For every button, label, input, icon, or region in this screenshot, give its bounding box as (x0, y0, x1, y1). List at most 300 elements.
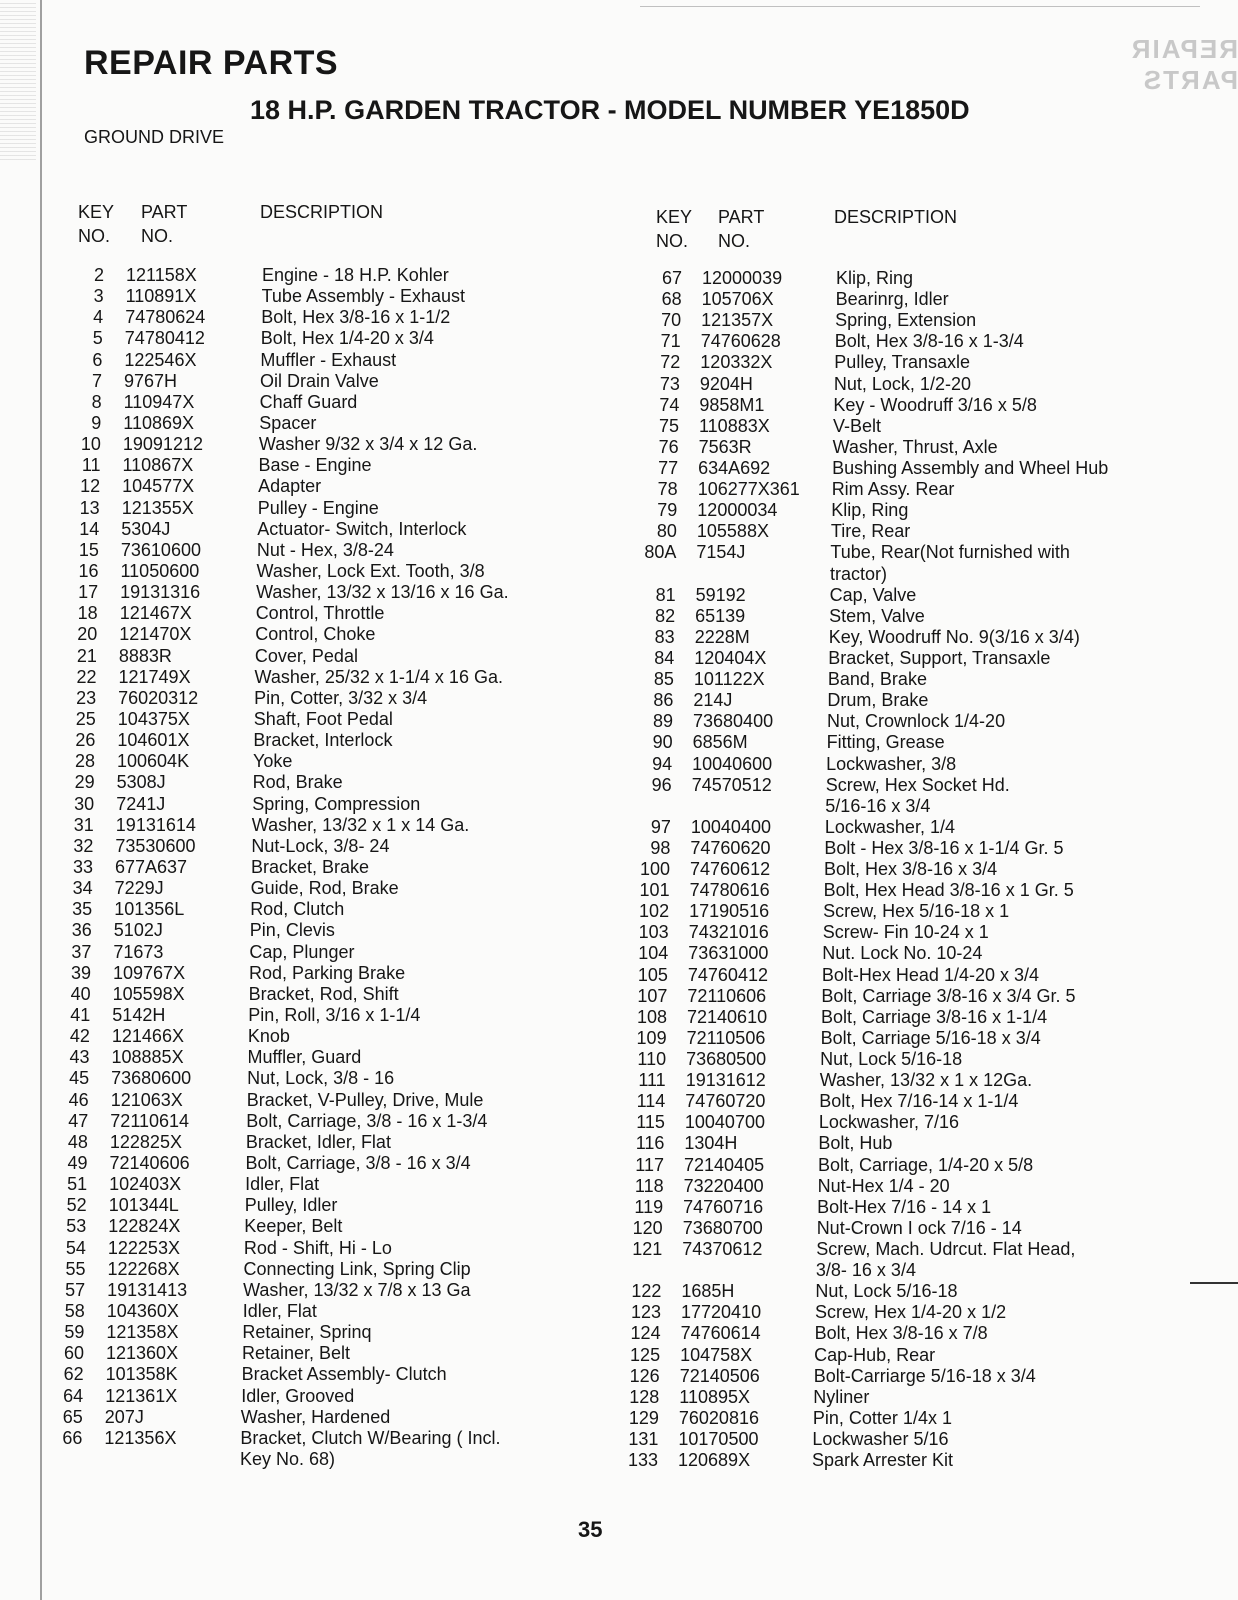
key-number: 124 (630, 1323, 661, 1344)
part-number: 74760412 (687, 964, 768, 985)
part-number: 122825X (109, 1131, 182, 1152)
part-number: 7229J (114, 878, 164, 899)
part-number: 72110506 (686, 1027, 766, 1048)
key-number: 68 (661, 289, 682, 310)
part-number: 74370612 (682, 1238, 763, 1259)
part-number: 72140405 (684, 1154, 765, 1175)
part-description: Klip, Ring (831, 500, 909, 521)
part-description: Cap, Plunger (249, 941, 355, 962)
key-number: 64 (63, 1385, 84, 1406)
key-number: 78 (657, 479, 678, 500)
part-number: 73610600 (120, 539, 201, 560)
part-description: Bracket, V-Pulley, Drive, Mule (246, 1089, 484, 1110)
key-number: 71 (660, 331, 681, 352)
part-description: Bolt, Carriage, 3/8 - 16 x 3/4 (245, 1153, 471, 1173)
part-number: 74780616 (689, 880, 770, 901)
part-header-line1: PART (718, 207, 765, 227)
key-number: 119 (634, 1196, 664, 1217)
part-description: Bolt, Hex Head 3/8-16 x 1 Gr. 5 (823, 880, 1074, 901)
key-number: 76 (658, 436, 679, 457)
key-number: 28 (74, 751, 95, 772)
part-number: 104577X (122, 476, 195, 497)
part-number: 101122X (693, 669, 765, 689)
part-description: Retainer, Sprinq (242, 1322, 372, 1343)
key-number: 125 (630, 1344, 661, 1365)
margin-mark (1190, 1282, 1238, 1284)
part-description: Pulley - Engine (257, 497, 379, 518)
part-number: 121357X (701, 310, 774, 331)
key-number: 115 (636, 1112, 665, 1133)
part-description: Bolt, Carriage, 3/8 - 16 x 1-3/4 (246, 1110, 488, 1131)
part-number: 105706X (701, 289, 774, 310)
part-description: Nut. Lock No. 10-24 (822, 943, 983, 964)
bleed-through-title: REPAIR PARTS (1129, 34, 1238, 95)
part-number: 101356L (114, 899, 185, 920)
part-number: 9204H (699, 373, 753, 394)
key-number: 18 (77, 603, 98, 624)
part-number: 110895X (679, 1386, 751, 1407)
key-number: 102 (639, 901, 670, 922)
key-number: 80 (656, 521, 677, 542)
part-number: 105588X (696, 521, 769, 542)
part-description: Spring, Extension (835, 310, 977, 331)
part-description: 5/16-16 x 3/4 (825, 795, 931, 816)
key-number: 65 (62, 1406, 83, 1427)
part-description: Key No. 68) (240, 1449, 336, 1469)
key-number: 73 (659, 373, 680, 394)
key-number: 23 (76, 687, 97, 708)
key-number: 108 (636, 1006, 667, 1027)
part-description: Rod, Brake (252, 772, 343, 793)
part-description: Bracket, Rod, Shift (248, 983, 399, 1004)
part-description: Bolt, Carriage, 1/4-20 x 5/8 (818, 1154, 1034, 1175)
top-rule (640, 6, 1200, 7)
key-number: 60 (63, 1343, 84, 1364)
key-number: 53 (66, 1216, 87, 1237)
part-description: Washer, Hardened (240, 1406, 391, 1427)
part-number: 73220400 (683, 1175, 764, 1196)
part-description: Washer, 13/32 x 13/16 x 16 Ga. (256, 582, 509, 603)
key-number: 107 (637, 985, 668, 1006)
part-description: Band, Brake (827, 669, 927, 689)
part-description: Tube, Rear(Not furnished with (830, 542, 1070, 563)
key-number: 84 (654, 647, 675, 668)
part-description: V-Belt (833, 415, 882, 436)
key-number: 34 (72, 878, 93, 899)
part-description: Washer, 13/32 x 1 x 14 Ga. (251, 814, 470, 835)
part-description: Lockwasher, 7/16 (818, 1112, 959, 1133)
key-number: 86 (653, 690, 674, 711)
key-number: 103 (638, 922, 669, 943)
part-description: Adapter (258, 476, 322, 497)
key-number: 118 (634, 1175, 664, 1196)
part-number: 73530600 (115, 835, 196, 856)
part-description: 3/8- 16 x 3/4 (815, 1260, 916, 1280)
key-number: 16 (78, 561, 99, 581)
part-description: Yoke (253, 751, 293, 772)
key-number: 109 (636, 1027, 667, 1048)
key-number: 97 (650, 816, 671, 837)
part-description: Guide, Rod, Brake (250, 878, 399, 899)
part-description: tractor) (830, 563, 888, 584)
key-header-line2: NO. (656, 231, 689, 251)
part-number: 10040700 (684, 1112, 765, 1133)
part-number: 9858M1 (699, 394, 765, 415)
part-number: 7154J (696, 542, 746, 563)
part-description: Nut, Crownlock 1/4-20 (827, 711, 1006, 732)
part-description: Nut, Lock, 3/8 - 16 (247, 1068, 395, 1089)
key-number: 30 (74, 793, 95, 814)
part-description: Oil Drain Valve (260, 370, 379, 391)
part-header (141, 200, 187, 248)
part-number: 65139 (695, 605, 746, 626)
part-number: 104360X (106, 1301, 179, 1321)
part-description: Shaft, Foot Pedal (253, 709, 393, 729)
key-number: 5 (92, 328, 103, 349)
part-description: Drum, Brake (827, 690, 929, 711)
part-description: Fitting, Grease (826, 732, 945, 753)
key-number: 77 (658, 458, 679, 478)
part-number: 104601X (117, 730, 190, 751)
key-number: 81 (655, 584, 676, 605)
key-number: 58 (64, 1301, 85, 1321)
key-header (78, 200, 114, 248)
part-description: Nut, Lock 5/16-18 (820, 1049, 963, 1069)
key-header-line2: NO. (78, 226, 111, 246)
key-number: 9 (91, 413, 102, 433)
part-description: Bracket, Support, Transaxle (828, 647, 1051, 668)
part-number: 74760614 (680, 1323, 761, 1344)
key-number: 6 (92, 349, 103, 370)
part-number: 105598X (112, 983, 185, 1004)
part-number: 19131612 (685, 1070, 766, 1091)
part-description: Bearinrg, Idler (835, 289, 949, 310)
key-number: 49 (67, 1153, 88, 1173)
key-number: 52 (66, 1195, 87, 1216)
key-number: 62 (63, 1364, 84, 1385)
part-number: 74760720 (685, 1091, 766, 1112)
part-number: 121360X (106, 1343, 179, 1364)
key-number: 20 (77, 624, 98, 645)
part-number: 110883X (699, 415, 770, 436)
part-description: Bolt, Hex 3/8-16 x 1-1/2 (261, 307, 451, 328)
part-number: 1685H (681, 1281, 735, 1302)
part-number: 120332X (700, 352, 773, 373)
key-number: 72 (660, 352, 681, 373)
part-description: Bolt, Hex 7/16-14 x 1-1/4 (819, 1091, 1019, 1112)
part-description: Nut - Hex, 3/8-24 (256, 539, 394, 560)
part-number: 2228M (694, 626, 750, 647)
part-number: 11050600 (120, 561, 200, 581)
key-number: 42 (69, 1026, 90, 1047)
part-number: 74321016 (688, 922, 769, 943)
part-number: 76020816 (678, 1407, 759, 1428)
key-number: 114 (636, 1091, 666, 1112)
part-description: Lockwasher, 1/4 (824, 816, 955, 837)
part-number: 72140506 (679, 1365, 760, 1386)
key-number: 133 (627, 1450, 658, 1470)
key-number: 39 (70, 962, 91, 983)
key-number: 55 (65, 1258, 86, 1279)
part-number: 5304J (121, 518, 171, 539)
part-description: Key, Woodruff No. 9(3/16 x 3/4) (828, 626, 1080, 647)
part-description: Klip, Ring (836, 268, 914, 288)
page-title: REPAIR PARTS (84, 44, 339, 82)
part-number: 74760612 (690, 859, 771, 879)
key-number: 111 (638, 1070, 666, 1091)
key-number: 75 (658, 415, 679, 436)
part-description: Bracket, Idler, Flat (245, 1131, 391, 1152)
part-number: 73680600 (111, 1068, 192, 1089)
part-description: Pulley, Idler (244, 1195, 338, 1216)
section-label: GROUND DRIVE (84, 127, 225, 147)
part-number: 10040400 (690, 816, 771, 837)
key-header-line1: KEY (78, 202, 115, 222)
part-description: Bolt-Hex 7/16 - 14 x 1 (817, 1196, 992, 1217)
part-number: 7563R (698, 436, 752, 457)
key-number: 57 (65, 1279, 86, 1300)
key-number: 47 (68, 1110, 89, 1131)
part-number: 104758X (680, 1344, 753, 1365)
part-description: Nut, Lock, 1/2-20 (833, 373, 971, 394)
key-number: 33 (72, 857, 93, 877)
part-number: 5102J (113, 920, 163, 941)
key-number: 8 (91, 391, 102, 412)
part-number: 73680400 (693, 711, 774, 732)
key-number: 13 (79, 497, 100, 518)
part-description: Stem, Valve (829, 605, 925, 626)
part-description: Key - Woodruff 3/16 x 5/8 (833, 394, 1037, 415)
part-number: 110867X (122, 455, 194, 476)
part-description: Actuator- Switch, Interlock (257, 518, 467, 539)
part-description: Bolt-Hex Head 1/4-20 x 3/4 (821, 964, 1040, 985)
part-number: 121158X (126, 265, 197, 285)
part-number: 101344L (108, 1195, 179, 1216)
part-number: 6856M (692, 732, 748, 753)
key-number: 12 (80, 476, 101, 497)
key-number: 121 (632, 1238, 663, 1259)
key-number: 48 (67, 1131, 88, 1152)
page-number: 35 (578, 1517, 603, 1542)
part-description: Idler, Flat (242, 1301, 317, 1321)
part-number: 10170500 (678, 1428, 759, 1449)
part-number: 17720410 (681, 1302, 762, 1323)
key-number: 10 (80, 434, 101, 455)
part-description: Rod, Parking Brake (249, 962, 406, 983)
part-number: 121467X (119, 603, 192, 624)
key-number: 35 (72, 899, 93, 920)
key-number: 22 (76, 666, 97, 687)
part-number: 102403X (109, 1174, 182, 1195)
part-header-line1: PART (141, 202, 188, 222)
part-number: 7241J (116, 793, 166, 814)
part-description: Bolt, Hub (818, 1133, 893, 1154)
key-number: 11 (81, 455, 101, 476)
part-number: 5142H (112, 1005, 166, 1025)
part-number: 121361X (105, 1385, 178, 1406)
part-description: Cover, Pedal (254, 645, 358, 666)
part-number: 110947X (123, 391, 195, 412)
key-number: 31 (73, 814, 94, 835)
key-number: 80A (644, 542, 677, 563)
key-number: 129 (628, 1407, 659, 1428)
part-number: 1304H (684, 1133, 738, 1154)
part-description: Screw, Hex 1/4-20 x 1/2 (815, 1302, 1007, 1323)
part-number: 120689X (678, 1450, 751, 1470)
part-number: 121470X (119, 624, 192, 645)
key-number: 26 (75, 730, 96, 751)
part-number: 19091212 (122, 434, 203, 455)
part-description: Bolt, Hex 3/8-16 x 7/8 (814, 1323, 988, 1344)
part-description: Bolt-Carriarge 5/16-18 x 3/4 (813, 1365, 1036, 1386)
part-number: 101358K (105, 1364, 178, 1385)
part-number: 73680700 (682, 1217, 763, 1238)
part-description: Bracket, Interlock (253, 730, 393, 751)
part-description: Pin, Cotter 1/4x 1 (812, 1407, 952, 1428)
key-number: 43 (69, 1047, 90, 1068)
key-number: 105 (637, 964, 668, 985)
key-header-line1: KEY (656, 207, 693, 227)
part-description: Nut-Hex 1/4 - 20 (817, 1175, 950, 1196)
key-number: 117 (635, 1154, 664, 1175)
part-number: 214J (693, 690, 733, 711)
part-description: Bolt, Carriage 3/8-16 x 3/4 Gr. 5 (821, 985, 1076, 1006)
key-number: 46 (68, 1089, 89, 1110)
key-number: 116 (635, 1133, 665, 1154)
part-number: 19131413 (107, 1279, 188, 1300)
part-number: 121466X (111, 1026, 184, 1047)
part-description: Tire, Rear (830, 521, 911, 542)
part-description: Pin, Roll, 3/16 x 1-1/4 (248, 1005, 421, 1025)
part-description: Bracket Assembly- Clutch (241, 1364, 447, 1385)
part-number: 73680500 (686, 1049, 767, 1069)
part-description: Bracket, Clutch W/Bearing ( Incl. (240, 1427, 501, 1448)
part-description: Washer 9/32 x 3/4 x 12 Ga. (258, 434, 478, 455)
part-description: Nut-Crown I ock 7/16 - 14 (816, 1217, 1022, 1238)
key-number: 94 (652, 753, 673, 774)
part-description: Spring, Compression (252, 793, 421, 814)
part-description: Tube Assembly - Exhaust (261, 286, 466, 307)
key-number: 120 (632, 1217, 663, 1238)
key-number: 4 (93, 307, 104, 328)
part-number: 122546X (124, 349, 197, 370)
description-header: DESCRIPTION (260, 202, 384, 222)
key-number: 54 (65, 1237, 86, 1258)
part-description: Engine - 18 H.P. Kohler (262, 265, 449, 285)
scan-noise (0, 0, 36, 160)
part-description: Rim Assy. Rear (831, 479, 955, 500)
part-description: Pin, Clevis (249, 920, 335, 941)
part-description: Nut, Lock 5/16-18 (815, 1281, 958, 1302)
key-number: 90 (652, 732, 673, 753)
part-description: Washer, Thrust, Axle (832, 436, 998, 457)
part-description: Cap-Hub, Rear (814, 1344, 936, 1365)
part-header-line2: NO. (718, 231, 751, 251)
part-number: 121063X (110, 1089, 183, 1110)
key-number: 51 (67, 1174, 88, 1195)
part-description: Pulley, Transaxle (834, 352, 971, 373)
key-number: 83 (654, 626, 675, 647)
part-description: Washer, Lock Ext. Tooth, 3/8 (256, 561, 485, 581)
part-description: Pin, Cotter, 3/32 x 3/4 (254, 687, 428, 708)
key-number: 40 (70, 983, 91, 1004)
part-header-line2: NO. (141, 226, 174, 246)
part-number: 100604K (117, 751, 190, 772)
part-number: 8883R (118, 645, 172, 666)
key-number: 36 (71, 920, 92, 941)
part-number: 106277X361 (697, 479, 800, 500)
key-number: 126 (629, 1365, 660, 1386)
key-number: 37 (71, 941, 92, 962)
part-number: 12000034 (697, 500, 778, 521)
key-number: 59 (64, 1322, 85, 1343)
part-number: 121356X (104, 1427, 177, 1448)
part-number: 74760620 (690, 837, 771, 858)
part-header (718, 205, 764, 253)
part-number: 72110606 (687, 985, 767, 1006)
part-number: 9767H (124, 370, 178, 391)
part-description: Rod - Shift, Hi - Lo (243, 1237, 392, 1258)
part-number: 71673 (113, 941, 164, 962)
part-number: 19131614 (115, 814, 196, 835)
key-number: 82 (655, 605, 676, 626)
part-number: 120404X (694, 647, 767, 668)
part-number: 74780624 (125, 307, 206, 328)
key-number: 25 (75, 709, 96, 729)
key-number: 14 (79, 518, 100, 539)
key-number: 101 (639, 880, 670, 901)
key-number: 70 (661, 310, 682, 331)
part-number: 17190516 (689, 901, 770, 922)
part-description: Muffler, Guard (247, 1047, 362, 1068)
part-number: 72140606 (109, 1153, 190, 1173)
key-number: 67 (661, 268, 682, 288)
key-number: 98 (650, 837, 671, 858)
part-description: Keeper, Belt (244, 1216, 343, 1237)
part-number: 59192 (695, 584, 746, 605)
part-description: Nyliner (813, 1386, 870, 1407)
part-number: 72140610 (687, 1006, 768, 1027)
part-description: Muffler - Exhaust (260, 349, 397, 370)
part-number: 108885X (111, 1047, 184, 1068)
part-description: Bushing Assembly and Wheel Hub (832, 458, 1109, 478)
part-number: 122253X (107, 1237, 180, 1258)
part-description: Cap, Valve (829, 584, 917, 605)
part-description: Base - Engine (258, 455, 372, 476)
part-description: Bolt, Hex 3/8-16 x 1-3/4 (834, 331, 1024, 352)
key-number: 89 (652, 711, 673, 732)
part-description: Screw, Hex Socket Hd. (825, 774, 1010, 795)
part-description: Knob (247, 1026, 290, 1047)
key-number: 41 (70, 1005, 91, 1025)
key-number: 3 (93, 286, 104, 307)
part-description: Washer, 13/32 x 1 x 12Ga. (819, 1070, 1033, 1091)
part-description: Spacer (259, 413, 317, 433)
part-number: 122268X (107, 1258, 180, 1279)
part-description: Rod, Clutch (250, 899, 345, 920)
key-number: 128 (629, 1386, 660, 1407)
key-number: 7 (91, 370, 102, 391)
part-description: Bolt - Hex 3/8-16 x 1-1/4 Gr. 5 (824, 837, 1064, 858)
part-description: Washer, 13/32 x 7/8 x 13 Ga (243, 1279, 471, 1300)
part-description: Idler, Grooved (241, 1385, 355, 1406)
part-number: 121355X (121, 497, 194, 518)
key-number: 79 (657, 500, 678, 521)
page-subtitle: 18 H.P. GARDEN TRACTOR - MODEL NUMBER YE1850D (250, 95, 970, 125)
part-number: 110891X (125, 286, 197, 307)
part-description: Bolt, Hex 3/8-16 x 3/4 (824, 859, 998, 879)
part-number: 19131316 (120, 582, 201, 603)
